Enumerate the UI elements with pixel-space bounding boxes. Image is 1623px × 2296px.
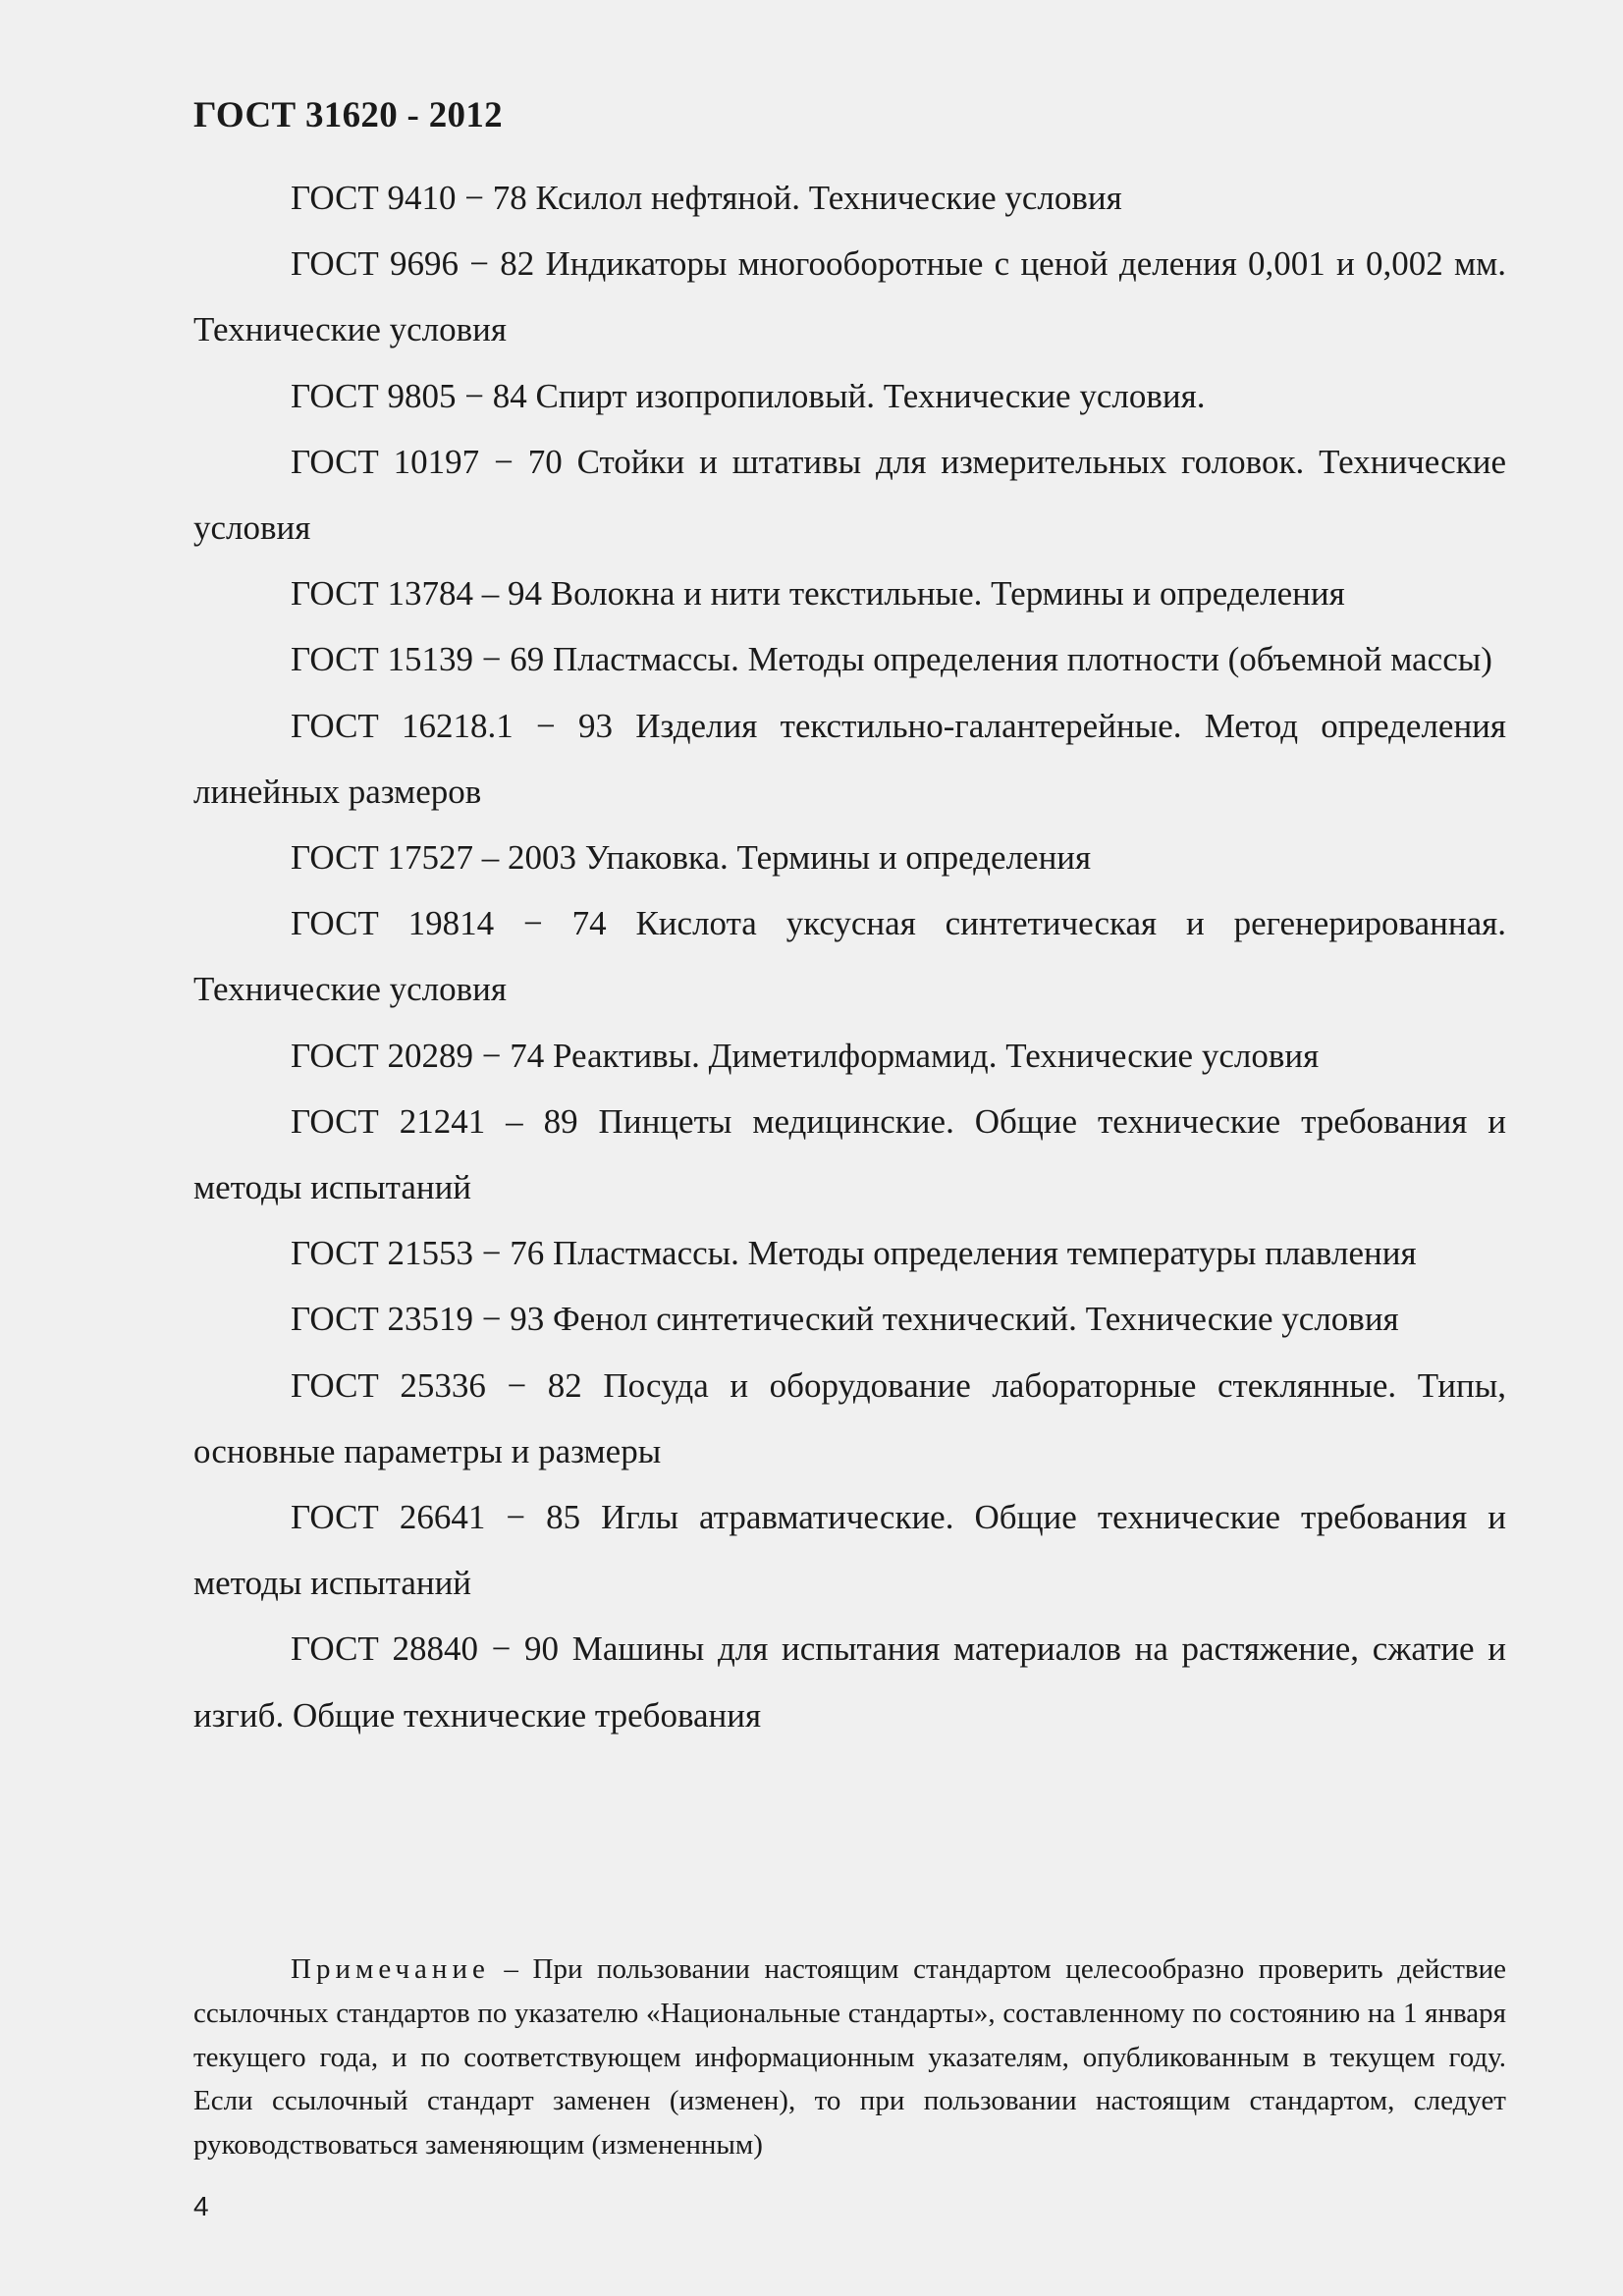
note-paragraph	[193, 1948, 1506, 2167]
reference-item: ГОСТ 25336 − 82 Посуда и оборудование лабораторные стеклянные. Типы, основные параметры и размеры	[193, 1365, 1506, 1470]
reference-item: ГОСТ 9696 − 82 Индикаторы многооборотные с ценой деления 0,001 и 0,002 мм. Технические условия	[193, 244, 1506, 349]
reference-item: ГОСТ 21241 – 89 Пинцеты медицинские. Общие технические требования и методы испытаний	[193, 1101, 1506, 1207]
reference-item: ГОСТ 20289 − 74 Реактивы. Диметилформамид. Технические условия	[291, 1036, 1320, 1075]
reference-item: ГОСТ 28840 − 90 Машины для испытания материалов на растяжение, сжатие и изгиб. Общие технические требования	[193, 1629, 1506, 1735]
reference-item: ГОСТ 9410 − 78 Ксилол нефтяной. Технические условия	[291, 179, 1122, 217]
reference-item: ГОСТ 26641 − 85 Иглы атравматические. Общие технические требования и методы испытаний	[193, 1498, 1506, 1603]
reference-item: ГОСТ 23519 − 93 Фенол синтетический технический. Технические условия	[291, 1300, 1399, 1339]
page-number: 4	[193, 2191, 209, 2221]
reference-item: ГОСТ 17527 – 2003 Упаковка. Термины и определения	[291, 838, 1092, 878]
reference-item: ГОСТ 16218.1 − 93 Изделия текстильно-галантерейные. Метод определения линейных размеров	[193, 706, 1506, 811]
note-text: – При пользовании настоящим стандартом целесообразно проверить действие ссылочных стандартов по указателю «Национальные стандарты», составленному по состоянию на 1 января текущего года, и по соответствующем информационным указателям, опубликованным в текущем году. Если ссылочный стандарт заменен (изменен), то при пользовании настоящим стандартом, следует руководствоваться заменяющим (измененным)	[193, 1953, 1506, 2162]
reference-item: ГОСТ 9805 − 84 Спирт изопропиловый. Технические условия.	[291, 376, 1206, 415]
document-header: ГОСТ 31620 - 2012	[193, 95, 503, 135]
reference-item: ГОСТ 15139 − 69 Пластмассы. Методы определения плотности (объемной массы)	[291, 640, 1492, 679]
reference-item: ГОСТ 19814 − 74 Кислота уксусная синтетическая и регенерированная. Технические условия	[193, 904, 1506, 1009]
reference-item: ГОСТ 21553 − 76 Пластмассы. Методы определения температуры плавления	[291, 1234, 1417, 1273]
reference-list	[193, 165, 1506, 1748]
note-label: Примечание	[291, 1953, 490, 1985]
reference-item: ГОСТ 13784 – 94 Волокна и нити текстильные. Термины и определения	[291, 574, 1345, 614]
reference-item: ГОСТ 10197 − 70 Стойки и штативы для измерительных головок. Технические условия	[193, 442, 1506, 548]
